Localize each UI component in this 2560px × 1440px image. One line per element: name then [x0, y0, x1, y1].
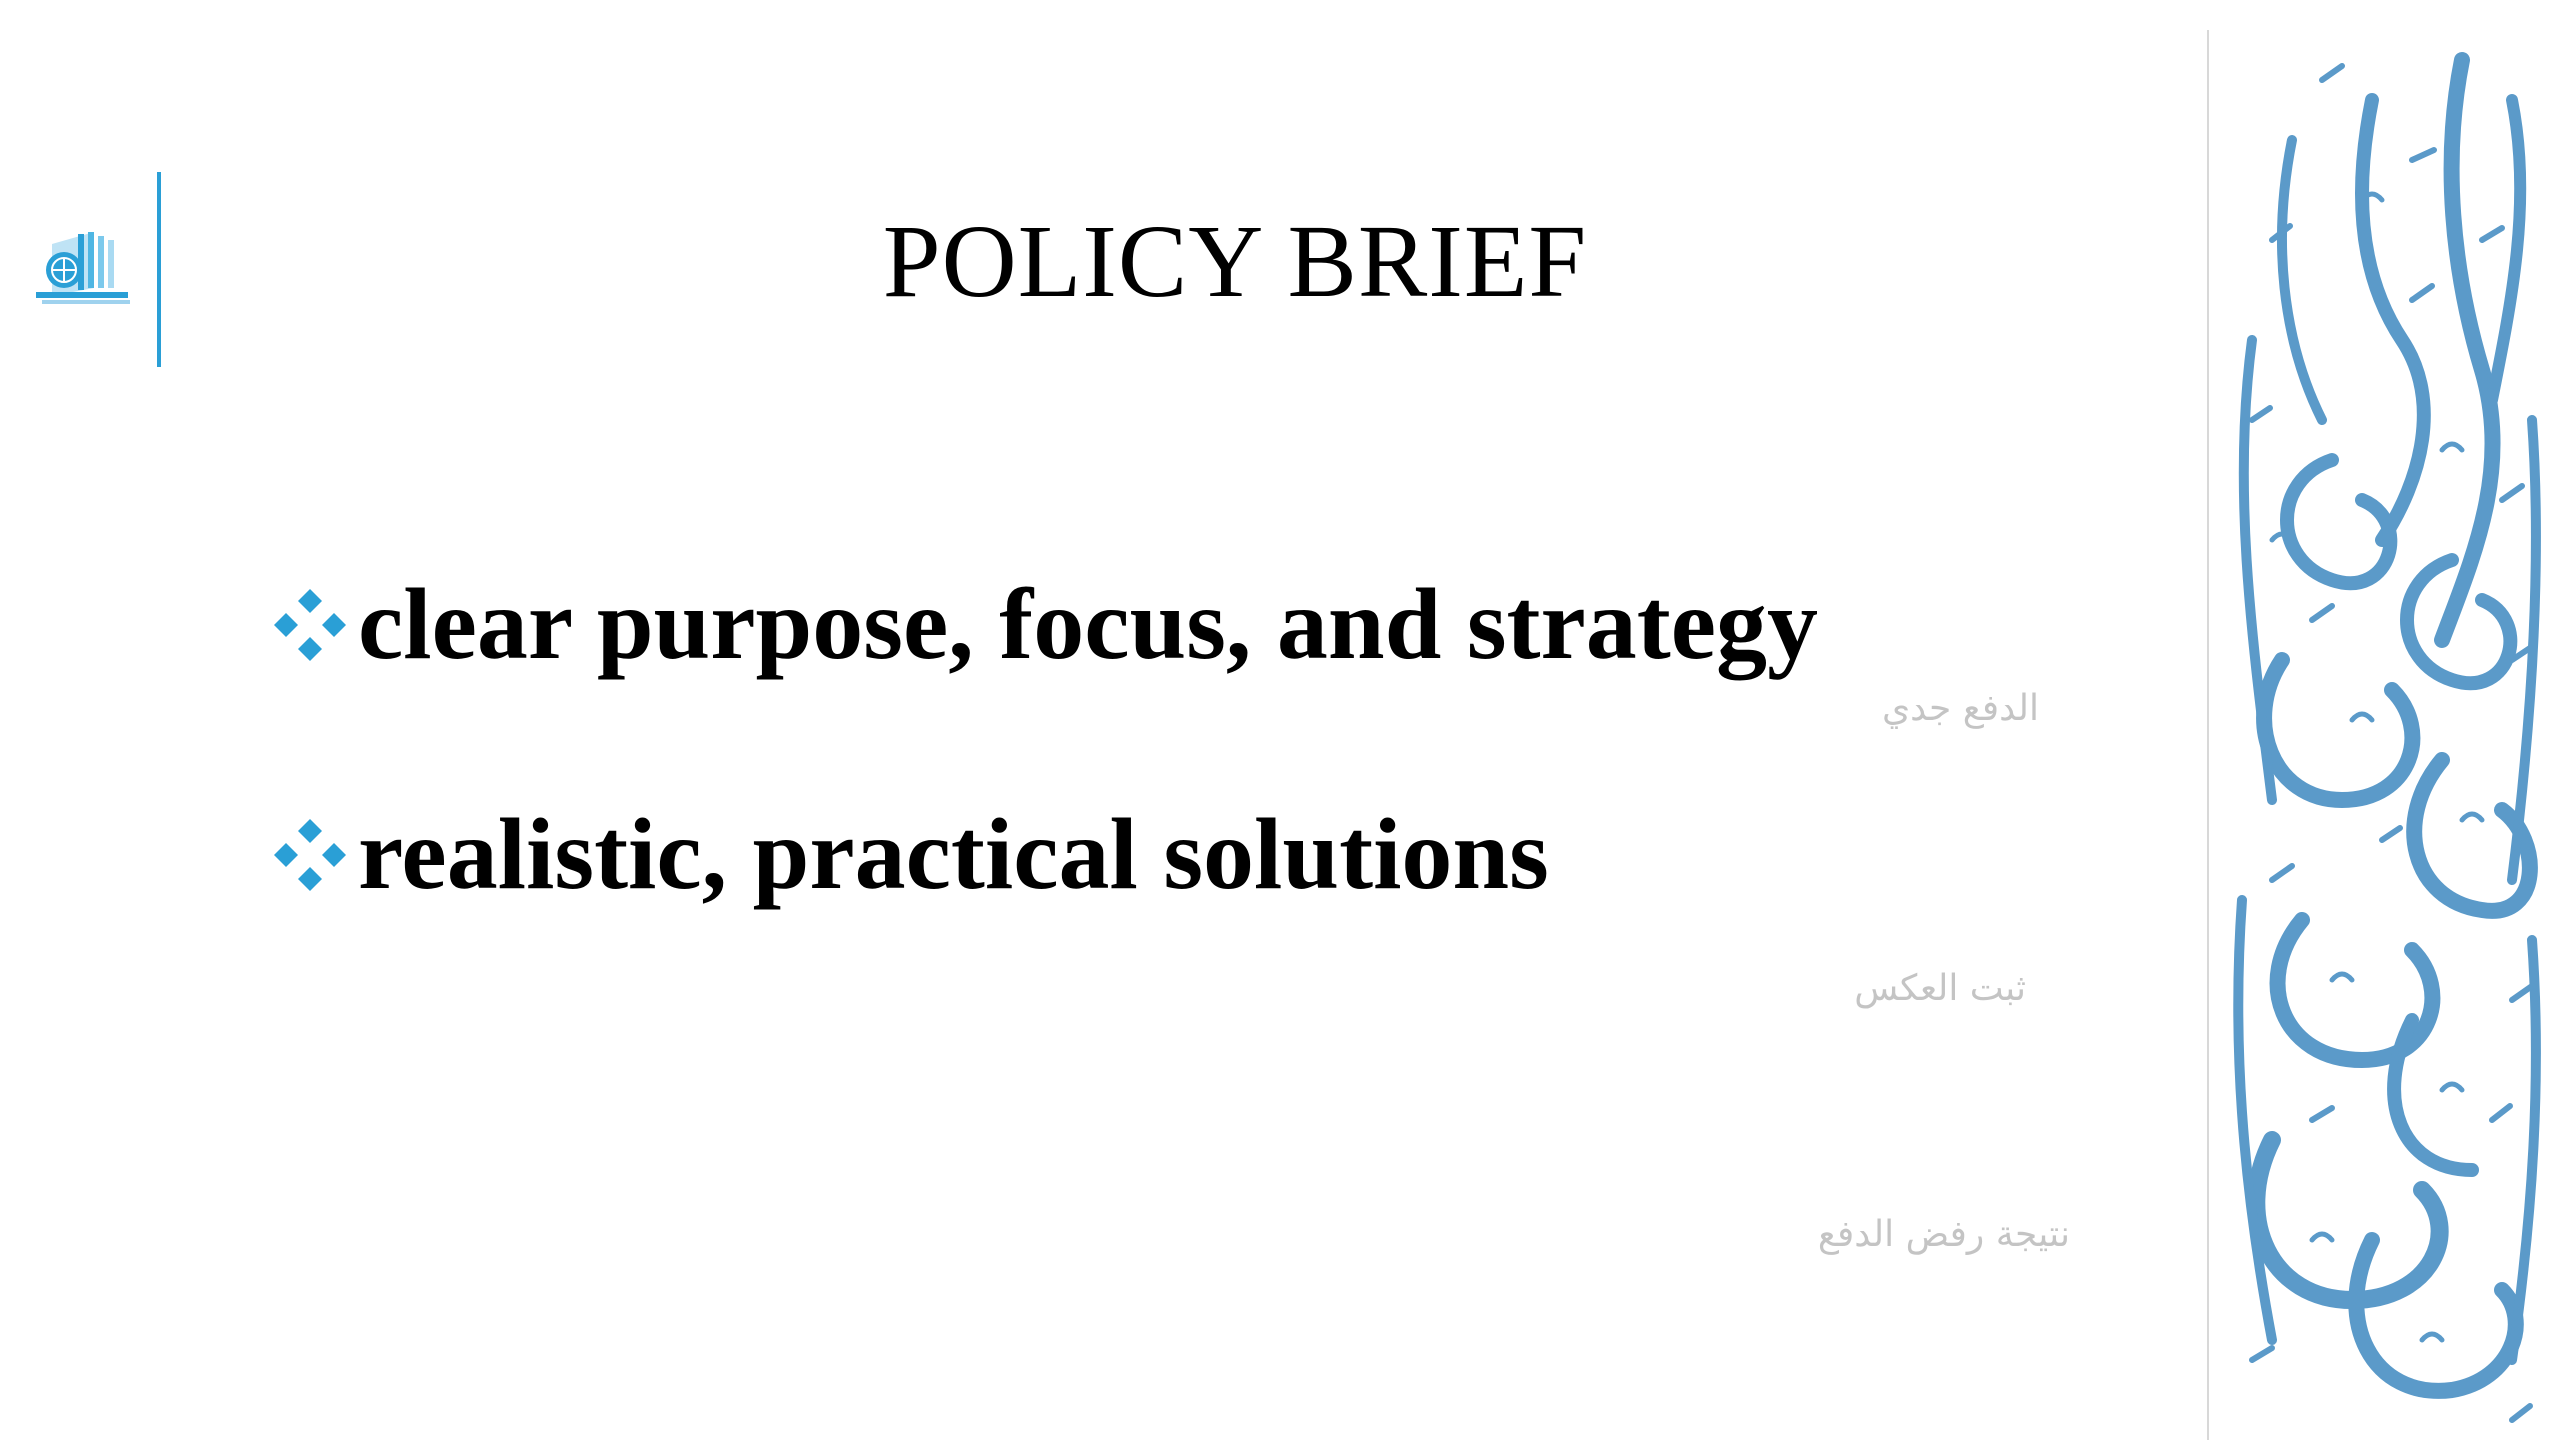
bullet-item	[270, 565, 1818, 685]
note-text: نتيجة رفض الدفع	[1817, 1214, 2070, 1255]
diamond-bullet-icon	[270, 815, 350, 895]
bullet-list	[270, 565, 1818, 1025]
bullet-text: realistic, practical solutions	[358, 798, 1549, 911]
note-text: الدفع جدي	[1881, 688, 2039, 729]
note-text: ثبت العكس	[1854, 968, 2026, 1009]
calligraphy-decoration-icon	[2212, 40, 2560, 1440]
diamond-bullet-icon	[270, 585, 350, 665]
bullet-text: clear purpose, focus, and strategy	[358, 568, 1819, 681]
slide-title: POLICY BRIEF	[882, 204, 1588, 319]
bullet-item	[270, 795, 1818, 915]
panel-divider	[2207, 30, 2209, 1440]
